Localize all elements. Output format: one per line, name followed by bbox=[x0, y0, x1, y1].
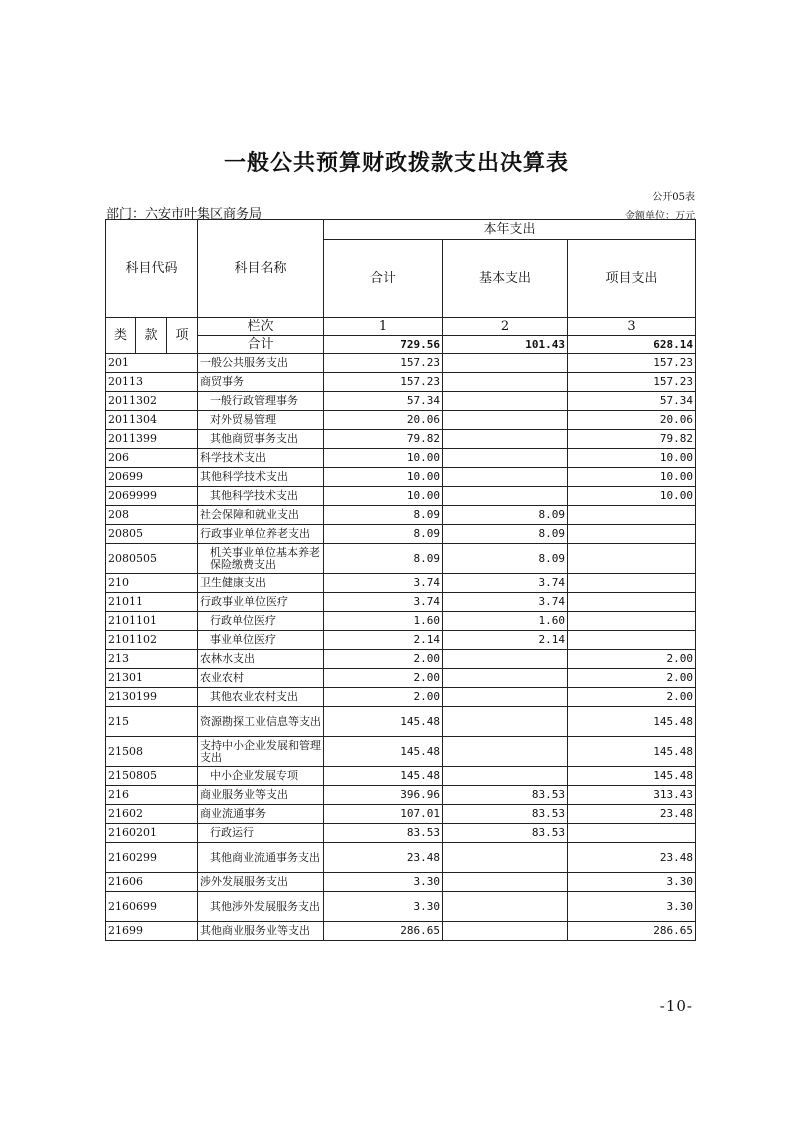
table-row bbox=[106, 786, 696, 805]
row-total: 20.06 bbox=[324, 411, 443, 430]
row-total: 8.09 bbox=[324, 525, 443, 544]
row-name: 科学技术支出 bbox=[198, 449, 324, 468]
header-basic: 基本支出 bbox=[443, 240, 568, 318]
row-total: 145.48 bbox=[324, 767, 443, 786]
table-row bbox=[106, 593, 696, 612]
table-row bbox=[106, 411, 696, 430]
row-project: 20.06 bbox=[568, 411, 696, 430]
row-project: 3.30 bbox=[568, 892, 696, 922]
table-row bbox=[106, 612, 696, 631]
row-total: 145.48 bbox=[324, 737, 443, 767]
row-code: 2101102 bbox=[106, 631, 198, 650]
row-code: 2160699 bbox=[106, 892, 198, 922]
row-name: 卫生健康支出 bbox=[198, 574, 324, 593]
row-total: 2.00 bbox=[324, 669, 443, 688]
table-row bbox=[106, 707, 696, 737]
row-name: 农林水支出 bbox=[198, 650, 324, 669]
row-project: 2.00 bbox=[568, 669, 696, 688]
row-code: 2080505 bbox=[106, 544, 198, 574]
header-col1: 1 bbox=[324, 318, 443, 336]
table-row bbox=[106, 468, 696, 487]
row-total: 2.00 bbox=[324, 688, 443, 707]
table-row bbox=[106, 892, 696, 922]
row-name: 一般行政管理事务 bbox=[198, 392, 324, 411]
row-name: 支持中小企业发展和管理支出 bbox=[198, 737, 324, 767]
row-total: 396.96 bbox=[324, 786, 443, 805]
row-project: 3.30 bbox=[568, 873, 696, 892]
row-total: 2.14 bbox=[324, 631, 443, 650]
row-code: 2069999 bbox=[106, 487, 198, 506]
row-basic bbox=[443, 430, 568, 449]
header-col3: 3 bbox=[568, 318, 696, 336]
row-total: 3.74 bbox=[324, 593, 443, 612]
row-project: 286.65 bbox=[568, 922, 696, 941]
header-current-year: 本年支出 bbox=[324, 220, 696, 240]
row-total: 10.00 bbox=[324, 449, 443, 468]
row-name: 其他商业服务业等支出 bbox=[198, 922, 324, 941]
row-project bbox=[568, 506, 696, 525]
row-basic bbox=[443, 449, 568, 468]
row-basic bbox=[443, 767, 568, 786]
row-project: 157.23 bbox=[568, 373, 696, 392]
row-basic: 8.09 bbox=[443, 544, 568, 574]
row-code: 216 bbox=[106, 786, 198, 805]
row-code: 201 bbox=[106, 354, 198, 373]
row-name: 其他科学技术支出 bbox=[198, 487, 324, 506]
row-name: 一般公共服务支出 bbox=[198, 354, 324, 373]
row-name: 商业流通事务 bbox=[198, 805, 324, 824]
row-code: 2130199 bbox=[106, 688, 198, 707]
row-code: 20805 bbox=[106, 525, 198, 544]
row-project bbox=[568, 824, 696, 843]
row-code: 2011304 bbox=[106, 411, 198, 430]
row-code: 21508 bbox=[106, 737, 198, 767]
row-basic bbox=[443, 707, 568, 737]
row-project: 157.23 bbox=[568, 354, 696, 373]
row-code: 215 bbox=[106, 707, 198, 737]
row-project bbox=[568, 593, 696, 612]
row-total: 3.30 bbox=[324, 892, 443, 922]
row-total: 10.00 bbox=[324, 468, 443, 487]
row-project: 313.43 bbox=[568, 786, 696, 805]
row-project: 2.00 bbox=[568, 688, 696, 707]
header-kuan: 款 bbox=[136, 318, 167, 354]
row-basic: 3.74 bbox=[443, 593, 568, 612]
row-project: 10.00 bbox=[568, 468, 696, 487]
total-row-label: 合计 bbox=[198, 336, 324, 354]
row-total: 1.60 bbox=[324, 612, 443, 631]
table-row bbox=[106, 525, 696, 544]
total-row-project: 628.14 bbox=[568, 336, 696, 354]
row-name: 机关事业单位基本养老保险缴费支出 bbox=[198, 544, 324, 574]
row-project bbox=[568, 525, 696, 544]
row-total: 10.00 bbox=[324, 487, 443, 506]
row-basic: 2.14 bbox=[443, 631, 568, 650]
row-total: 157.23 bbox=[324, 373, 443, 392]
table-row bbox=[106, 487, 696, 506]
row-basic: 83.53 bbox=[443, 805, 568, 824]
header-lei: 类 bbox=[106, 318, 136, 354]
row-code: 20113 bbox=[106, 373, 198, 392]
row-name: 农业农村 bbox=[198, 669, 324, 688]
row-code: 2011302 bbox=[106, 392, 198, 411]
row-code: 2011399 bbox=[106, 430, 198, 449]
total-row-total: 729.56 bbox=[324, 336, 443, 354]
table-row bbox=[106, 688, 696, 707]
unit-label: 金额单位：万元 bbox=[625, 211, 695, 222]
row-project: 23.48 bbox=[568, 843, 696, 873]
row-name: 行政事业单位养老支出 bbox=[198, 525, 324, 544]
row-code: 20699 bbox=[106, 468, 198, 487]
row-code: 2101101 bbox=[106, 612, 198, 631]
row-basic: 83.53 bbox=[443, 786, 568, 805]
row-basic bbox=[443, 737, 568, 767]
header-total: 合计 bbox=[324, 240, 443, 318]
row-code: 2160201 bbox=[106, 824, 198, 843]
row-total: 157.23 bbox=[324, 354, 443, 373]
row-code: 21699 bbox=[106, 922, 198, 941]
row-total: 57.34 bbox=[324, 392, 443, 411]
row-basic bbox=[443, 373, 568, 392]
row-code: 206 bbox=[106, 449, 198, 468]
table-row bbox=[106, 373, 696, 392]
table-row bbox=[106, 737, 696, 767]
row-name: 其他商业流通事务支出 bbox=[198, 843, 324, 873]
row-basic: 8.09 bbox=[443, 506, 568, 525]
row-project bbox=[568, 574, 696, 593]
row-name: 事业单位医疗 bbox=[198, 631, 324, 650]
form-number: 公开05表 bbox=[652, 192, 695, 203]
table-row bbox=[106, 669, 696, 688]
row-basic bbox=[443, 411, 568, 430]
row-name: 社会保障和就业支出 bbox=[198, 506, 324, 525]
row-name: 资源勘探工业信息等支出 bbox=[198, 707, 324, 737]
row-code: 2150805 bbox=[106, 767, 198, 786]
row-code: 21011 bbox=[106, 593, 198, 612]
row-total: 107.01 bbox=[324, 805, 443, 824]
table-row bbox=[106, 843, 696, 873]
row-total: 79.82 bbox=[324, 430, 443, 449]
table-row bbox=[106, 506, 696, 525]
row-project bbox=[568, 544, 696, 574]
row-name: 涉外发展服务支出 bbox=[198, 873, 324, 892]
row-total: 3.30 bbox=[324, 873, 443, 892]
row-basic bbox=[443, 843, 568, 873]
total-row-basic: 101.43 bbox=[443, 336, 568, 354]
row-basic bbox=[443, 873, 568, 892]
row-total: 145.48 bbox=[324, 707, 443, 737]
table-row bbox=[106, 574, 696, 593]
row-basic bbox=[443, 650, 568, 669]
row-total: 8.09 bbox=[324, 544, 443, 574]
row-project: 10.00 bbox=[568, 487, 696, 506]
row-project: 145.48 bbox=[568, 737, 696, 767]
table-row bbox=[106, 767, 696, 786]
header-xiang: 项 bbox=[167, 318, 198, 354]
header-name: 科目名称 bbox=[198, 220, 324, 318]
table-row bbox=[106, 544, 696, 574]
row-basic bbox=[443, 688, 568, 707]
row-name: 其他商贸事务支出 bbox=[198, 430, 324, 449]
table-row bbox=[106, 650, 696, 669]
row-name: 其他科学技术支出 bbox=[198, 468, 324, 487]
row-name: 其他涉外发展服务支出 bbox=[198, 892, 324, 922]
table-row bbox=[106, 392, 696, 411]
table-row bbox=[106, 354, 696, 373]
row-name: 其他农业农村支出 bbox=[198, 688, 324, 707]
row-code: 210 bbox=[106, 574, 198, 593]
row-project: 10.00 bbox=[568, 449, 696, 468]
row-basic bbox=[443, 669, 568, 688]
row-basic bbox=[443, 392, 568, 411]
table-row bbox=[106, 449, 696, 468]
row-basic: 8.09 bbox=[443, 525, 568, 544]
row-total: 23.48 bbox=[324, 843, 443, 873]
table-row bbox=[106, 631, 696, 650]
header-project: 项目支出 bbox=[568, 240, 696, 318]
header-col2: 2 bbox=[443, 318, 568, 336]
row-total: 8.09 bbox=[324, 506, 443, 525]
row-project: 2.00 bbox=[568, 650, 696, 669]
row-project bbox=[568, 612, 696, 631]
row-basic bbox=[443, 487, 568, 506]
row-basic bbox=[443, 354, 568, 373]
row-total: 2.00 bbox=[324, 650, 443, 669]
table-row bbox=[106, 922, 696, 941]
table-row bbox=[106, 805, 696, 824]
table-row bbox=[106, 824, 696, 843]
table-row bbox=[106, 430, 696, 449]
document-title: 一般公共预算财政拨款支出决算表 bbox=[223, 151, 569, 176]
row-name: 商业服务业等支出 bbox=[198, 786, 324, 805]
department-label: 部门：六安市叶集区商务局 bbox=[106, 207, 263, 222]
row-name: 行政事业单位医疗 bbox=[198, 593, 324, 612]
row-code: 21301 bbox=[106, 669, 198, 688]
row-name: 中小企业发展专项 bbox=[198, 767, 324, 786]
page-number: -10- bbox=[659, 997, 693, 1015]
row-total: 3.74 bbox=[324, 574, 443, 593]
row-name: 商贸事务 bbox=[198, 373, 324, 392]
row-project: 145.48 bbox=[568, 767, 696, 786]
row-project: 57.34 bbox=[568, 392, 696, 411]
row-total: 83.53 bbox=[324, 824, 443, 843]
row-name: 行政单位医疗 bbox=[198, 612, 324, 631]
row-code: 21606 bbox=[106, 873, 198, 892]
header-code: 科目代码 bbox=[106, 220, 198, 318]
row-basic bbox=[443, 468, 568, 487]
row-basic bbox=[443, 892, 568, 922]
row-project: 23.48 bbox=[568, 805, 696, 824]
row-name: 对外贸易管理 bbox=[198, 411, 324, 430]
row-project: 145.48 bbox=[568, 707, 696, 737]
row-basic: 3.74 bbox=[443, 574, 568, 593]
row-project bbox=[568, 631, 696, 650]
row-name: 行政运行 bbox=[198, 824, 324, 843]
row-total: 286.65 bbox=[324, 922, 443, 941]
row-code: 21602 bbox=[106, 805, 198, 824]
table-row bbox=[106, 873, 696, 892]
header-col-label: 栏次 bbox=[198, 318, 324, 336]
budget-table bbox=[105, 219, 696, 941]
row-code: 213 bbox=[106, 650, 198, 669]
row-basic: 1.60 bbox=[443, 612, 568, 631]
row-project: 79.82 bbox=[568, 430, 696, 449]
row-basic: 83.53 bbox=[443, 824, 568, 843]
row-basic bbox=[443, 922, 568, 941]
row-code: 208 bbox=[106, 506, 198, 525]
row-code: 2160299 bbox=[106, 843, 198, 873]
